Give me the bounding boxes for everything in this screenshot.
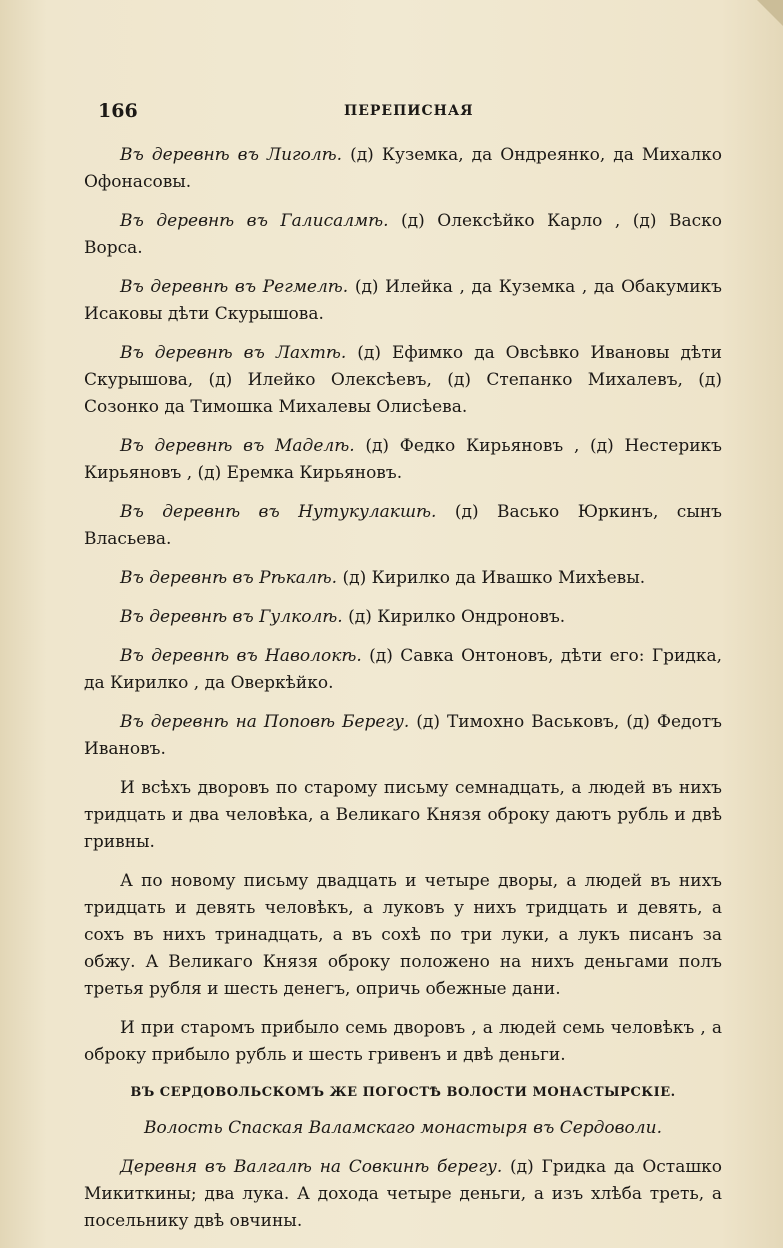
entry-lead: Въ деревнѣ въ Регмелѣ.: [120, 277, 349, 297]
entry-text: (д) Кирилко да Ивашко Михѣевы.: [337, 568, 646, 588]
body-text: [84, 142, 722, 1247]
village-entry-ligol: [84, 142, 722, 196]
section-subheading: Волость Спаская Валамскаго монастыря въ Сердоволи.: [144, 1118, 662, 1138]
entry-text: (д) Тимохно Васьковъ, (д) Федотъ Ивановъ.: [84, 712, 722, 759]
entry-text: И при старомъ прибыло семь дворовъ , а людей семь человѣкъ , а оброку прибыло рубль и шесть гривенъ и двѣ деньги.: [84, 1018, 722, 1065]
section-heading: ВЪ СЕРДОВОЛЬСКОМЪ ЖЕ ПОГОСТѢ ВОЛОСТИ МОНАСТЫРСКІЕ.: [130, 1085, 676, 1100]
page-corner-fold: [757, 0, 783, 26]
entry-text: (д) Ефимко да Овсѣвко Ивановы дѣти Скурышова, (д) Илейко Олексѣевъ, (д) Степанко Михалевъ, (д) Созонко да Тимошка Михалевы Олисѣева.: [84, 343, 723, 417]
entry-text: (д) Куземка, да Ондреянко, да Михалко Офонасовы.: [84, 145, 722, 192]
entry-text: (д) Федко Кирьяновъ , (д) Нестерикъ Кирьяновъ , (д) Еремка Кирьяновъ.: [84, 436, 723, 483]
entry-lead: Въ деревнѣ на Поповѣ Берегу.: [120, 712, 410, 732]
entry-text: (д) Кирилко Ондроновъ.: [342, 607, 566, 627]
village-entry-navolok: [84, 643, 722, 697]
running-head: ПЕРЕПИСНАЯ: [344, 103, 474, 119]
entry-text: И всѣхъ дворовъ по старому письму семнадцать, а людей въ нихъ тридцать и два человѣка, а Великаго Князя оброку даютъ рубль и двѣ гривны.: [84, 778, 722, 852]
summary-increase: [84, 1015, 722, 1069]
village-entry-nutukulaksh: [84, 499, 722, 553]
page-header: [98, 100, 720, 124]
entry-lead: Въ деревнѣ въ Лиголѣ.: [120, 145, 343, 165]
entry-lead: Въ деревнѣ въ Гулколѣ.: [120, 607, 343, 627]
entry-text: А по новому письму двадцать и четыре дворы, а людей въ нихъ тридцать и девять человѣкъ, а луковъ у нихъ тридцать и девять, а сохъ въ нихъ тринадцать, а въ сохѣ по три луки, а лукъ писанъ за обжу. А Великаго Князя оброку положено на нихъ деньгами полъ третья рубля и шесть денегъ, опричь обежные дани.: [84, 871, 722, 999]
village-entry-galisalm: [84, 208, 722, 262]
summary-old-census: [84, 775, 722, 856]
entry-text: (д) Савка Онтоновъ, дѣти его: Гридка, да Кирилко , да Оверкѣйко.: [84, 646, 722, 693]
entry-text: (д) Илейка , да Куземка , да Обакумикъ Исаковы дѣти Скурышова.: [84, 277, 722, 324]
summary-new-census: [84, 868, 722, 1003]
entry-lead: Деревня въ Валгалѣ на Совкинѣ берегу.: [120, 1157, 503, 1177]
village-entry-valgal: [84, 1154, 722, 1235]
entry-lead: Въ деревнѣ въ Наволокѣ.: [120, 646, 362, 666]
entry-text: (д) Васько Юркинъ, сынъ Власьева.: [84, 502, 722, 549]
entry-lead: Въ деревнѣ въ Лахтѣ.: [120, 343, 347, 363]
entry-lead: Въ деревнѣ въ Галисалмѣ.: [120, 211, 389, 231]
village-entry-popov-bereg: [84, 709, 722, 763]
village-entry-lakht: [84, 340, 722, 421]
entry-lead: Въ деревнѣ въ Нутукулакшѣ.: [120, 502, 437, 522]
village-entry-regmel: [84, 274, 722, 328]
entry-text: (д) Олексѣйко Карло , (д) Васко Ворса.: [84, 211, 722, 258]
village-entry-gulkol: [84, 604, 722, 631]
entry-text: (д) Гридка да Осташко Микиткины; два лука. А дохода четыре деньги, а изъ хлѣба треть, а посельнику двѣ овчины.: [84, 1157, 722, 1231]
village-entry-rekal: [84, 565, 722, 592]
entry-lead: Въ деревнѣ въ Рѣкалѣ.: [120, 568, 338, 588]
entry-lead: Въ деревнѣ въ Маделѣ.: [120, 436, 355, 456]
village-entry-madel: [84, 433, 722, 487]
page-number: 166: [98, 100, 138, 122]
